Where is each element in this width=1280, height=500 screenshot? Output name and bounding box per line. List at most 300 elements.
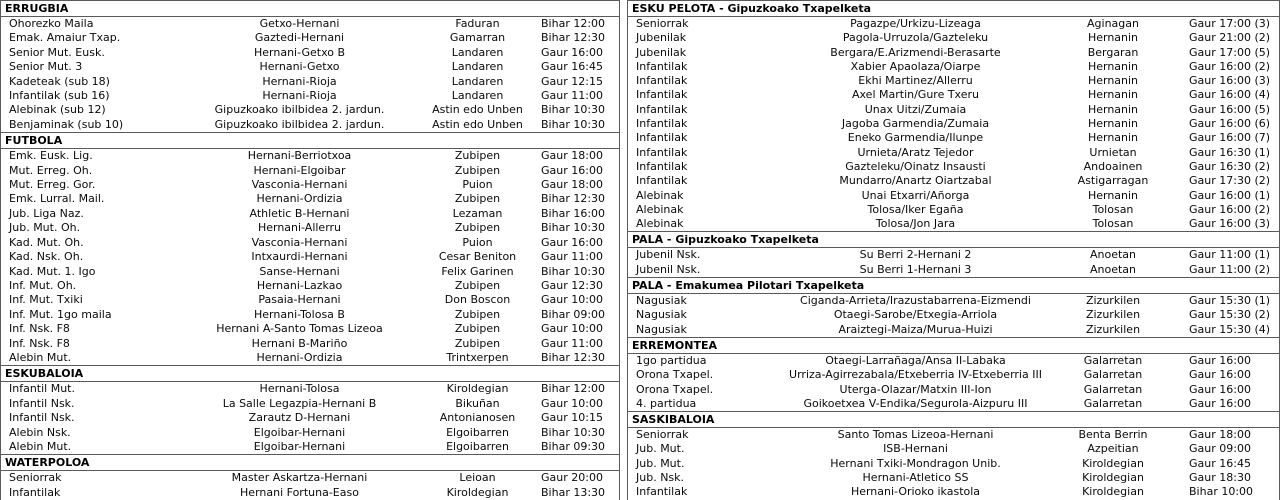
- cell-category: Nagusiak: [636, 294, 687, 308]
- cell-time: Gaur 10:15: [541, 411, 603, 425]
- cell-time: Gaur 16:30 (2): [1189, 159, 1271, 173]
- cell-match: Goikoetxea V-Endika/Segurola-Aizpuru III: [803, 396, 1028, 410]
- cell-match: Hernani-Getxo: [259, 60, 340, 74]
- cell-category: Jub. Mut. Oh.: [9, 221, 81, 235]
- cell-match: Hernani A-Santo Tomas Lizeoa: [216, 322, 383, 336]
- table-row: [628, 323, 1279, 337]
- cell-category: 1go partidua: [636, 353, 707, 367]
- cell-match: Pagola-Urruzola/Gazteleku: [842, 31, 989, 45]
- cell-time: Gaur 15:30 (4): [1189, 322, 1271, 336]
- cell-match: Jagoba Garmendia/Zumaia: [841, 117, 990, 131]
- table-row: [628, 203, 1279, 217]
- cell-venue: Felix Garinen: [441, 264, 514, 278]
- table-row: [1, 207, 619, 221]
- cell-category: Infantilak: [636, 159, 688, 173]
- cell-category: Orona Txapel.: [636, 368, 714, 382]
- cell-venue: Hernanin: [1087, 131, 1139, 145]
- cell-match: Xabier Apaolaza/Oiarpe: [850, 59, 981, 73]
- table-row: [1, 89, 619, 103]
- cell-venue: Galarretan: [1083, 382, 1143, 396]
- cell-match: Unax Uitzi/Zumaia: [864, 102, 967, 116]
- cell-match: Gazteleku/Oinatz Insausti: [845, 159, 986, 173]
- schedule-right-column: [627, 0, 1280, 500]
- cell-venue: Cesar Beniton: [438, 250, 517, 264]
- cell-match: Hernani Fortuna-Easo: [240, 485, 359, 499]
- section-header: FUTBOLA: [1, 132, 619, 149]
- table-row: [1, 221, 619, 235]
- cell-category: Emk. Lurral. Mail.: [9, 192, 105, 206]
- cell-category: 4. partidua: [636, 396, 697, 410]
- cell-category: Jubenil Nsk.: [636, 262, 701, 276]
- cell-venue: Hernanin: [1087, 188, 1139, 202]
- cell-time: Gaur 15:30 (2): [1189, 308, 1271, 322]
- cell-category: Infantil Nsk.: [9, 411, 75, 425]
- cell-match: Eneko Garmendia/Ilunpe: [847, 131, 984, 145]
- cell-time: Gaur 16:00: [1189, 382, 1251, 396]
- cell-category: Jubenil Nsk.: [636, 248, 701, 262]
- cell-match: Intxaurdi-Hernani: [251, 250, 348, 264]
- cell-venue: Zizurkilen: [1085, 322, 1141, 336]
- cell-category: Jubenilak: [636, 31, 687, 45]
- cell-category: Alebin Mut.: [9, 350, 72, 364]
- cell-venue: Elgoibarren: [446, 425, 509, 439]
- cell-venue: Anoetan: [1089, 262, 1137, 276]
- cell-match: Hernani-Elgoibar: [253, 163, 346, 177]
- table-row: [1, 411, 619, 425]
- cell-match: Su Berri 2-Hernani 2: [859, 248, 972, 262]
- cell-time: Gaur 17:00 (5): [1189, 45, 1271, 59]
- cell-category: Jubenilak: [636, 45, 687, 59]
- cell-venue: Zubipen: [454, 149, 501, 163]
- cell-time: Bihar 09:30: [541, 439, 606, 453]
- cell-category: Jub. Liga Naz.: [9, 206, 84, 220]
- cell-venue: Benta Berrin: [1078, 428, 1148, 442]
- cell-time: Gaur 18:00: [541, 178, 603, 192]
- table-row: [1, 397, 619, 411]
- table-row: [628, 428, 1279, 442]
- cell-time: Gaur 11:00: [541, 336, 603, 350]
- cell-match: Axel Martin/Gure Txeru: [851, 88, 979, 102]
- table-row: [1, 293, 619, 307]
- table-row: [1, 149, 619, 163]
- cell-match: Hernani B-Mariño: [251, 336, 348, 350]
- cell-venue: Aginagan: [1087, 17, 1139, 30]
- cell-venue: Zubipen: [454, 278, 501, 292]
- cell-time: Gaur 16:00 (6): [1189, 117, 1271, 131]
- cell-match: Tolosa/Jon Jara: [875, 217, 956, 231]
- table-row: [1, 192, 619, 206]
- cell-time: Bihar 13:30: [541, 485, 606, 499]
- cell-venue: Zubipen: [454, 221, 501, 235]
- cell-time: Gaur 16:00 (1): [1189, 188, 1271, 202]
- cell-match: Hernani Txiki-Mondragon Unib.: [830, 456, 1001, 470]
- cell-venue: Puion: [462, 178, 493, 192]
- table-row: [1, 337, 619, 351]
- table-row: [628, 17, 1279, 31]
- cell-category: Nagusiak: [636, 322, 687, 336]
- cell-time: Bihar 12:00: [541, 382, 606, 396]
- table-row: [1, 164, 619, 178]
- cell-match: Su Berri 1-Hernani 3: [859, 262, 972, 276]
- cell-venue: Kiroldegian: [1082, 456, 1144, 470]
- cell-venue: Hernanin: [1087, 117, 1139, 131]
- cell-venue: Galarretan: [1083, 368, 1143, 382]
- cell-time: Gaur 16:00 (7): [1189, 131, 1271, 145]
- cell-match: Master Askartza-Hernani: [231, 471, 368, 485]
- schedule-section: [1, 454, 619, 500]
- cell-category: Alebin Mut.: [9, 439, 72, 453]
- cell-category: Alebinak: [636, 202, 684, 216]
- cell-venue: Zizurkilen: [1085, 294, 1141, 308]
- cell-category: Nagusiak: [636, 308, 687, 322]
- cell-match: Unai Etxarri/Añorga: [861, 188, 970, 202]
- cell-time: Gaur 16:00 (4): [1189, 88, 1271, 102]
- cell-time: Gaur 12:30: [541, 278, 603, 292]
- section-header: ESKU PELOTA - Gipuzkoako Txapelketa: [628, 0, 1279, 17]
- cell-category: Infantilak: [636, 145, 688, 159]
- table-row: [628, 471, 1279, 485]
- schedule-section: [628, 411, 1279, 499]
- cell-match: Pasaia-Hernani: [258, 293, 341, 307]
- table-row: [1, 75, 619, 89]
- cell-time: Bihar 10:30: [541, 103, 606, 117]
- cell-category: Infantilak (sub 16): [9, 89, 110, 103]
- table-row: [1, 103, 619, 117]
- cell-time: Bihar 12:30: [541, 192, 606, 206]
- cell-match: Hernani-Ordizia: [256, 192, 343, 206]
- cell-match: Otaegi-Larrañaga/Ansa II-Labaka: [825, 353, 1006, 367]
- schedule-section: [1, 365, 619, 454]
- cell-venue: Antonianosen: [439, 411, 516, 425]
- table-row: [628, 46, 1279, 60]
- cell-venue: Bikuñan: [455, 396, 500, 410]
- cell-time: Bihar 10:00: [1189, 485, 1254, 499]
- cell-venue: Zubipen: [454, 192, 501, 206]
- cell-time: Bihar 10:30: [541, 117, 606, 131]
- cell-match: Gipuzkoako ibilbidea 2. jardun.: [214, 103, 385, 117]
- table-row: [628, 457, 1279, 471]
- cell-venue: Landaren: [451, 45, 504, 59]
- cell-match: ISB-Hernani: [883, 442, 948, 456]
- cell-time: Gaur 16:00: [541, 45, 603, 59]
- cell-match: Santo Tomas Lizeoa-Hernani: [837, 428, 994, 442]
- cell-venue: Hernanin: [1087, 74, 1139, 88]
- cell-venue: Galarretan: [1083, 353, 1143, 367]
- cell-match: Hernani-Atletico SS: [862, 471, 969, 485]
- cell-venue: Bergaran: [1087, 45, 1139, 59]
- cell-category: Infantil Nsk.: [9, 396, 75, 410]
- cell-venue: Astin edo Unben: [432, 117, 523, 131]
- cell-venue: Hernanin: [1087, 102, 1139, 116]
- cell-category: Infantilak: [636, 131, 688, 145]
- table-row: [628, 397, 1279, 411]
- cell-match: Hernani-Ordizia: [256, 350, 343, 364]
- table-row: [628, 117, 1279, 131]
- cell-venue: Hernanin: [1087, 88, 1139, 102]
- cell-category: Infantil Mut.: [9, 382, 75, 396]
- cell-match: Zarautz D-Hernani: [248, 411, 351, 425]
- cell-time: Bihar 10:30: [541, 425, 606, 439]
- cell-time: Gaur 18:30: [1189, 471, 1251, 485]
- cell-time: Gaur 21:00 (2): [1189, 31, 1271, 45]
- cell-category: Orona Txapel.: [636, 382, 714, 396]
- table-row: [1, 308, 619, 322]
- cell-match: Hernani-Lazkao: [256, 278, 343, 292]
- cell-time: Bihar 12:30: [541, 31, 606, 45]
- table-row: [628, 308, 1279, 322]
- cell-venue: Landaren: [451, 60, 504, 74]
- cell-match: Hernani-Berriotxoa: [247, 149, 352, 163]
- cell-venue: Landaren: [451, 74, 504, 88]
- cell-venue: Andoainen: [1083, 159, 1143, 173]
- table-row: [1, 440, 619, 454]
- schedule-section: [1, 0, 619, 132]
- cell-venue: Hernanin: [1087, 59, 1139, 73]
- cell-category: Emk. Eusk. Lig.: [9, 149, 93, 163]
- table-row: [1, 382, 619, 396]
- table-row: [628, 217, 1279, 231]
- cell-venue: Kiroldegian: [1082, 485, 1144, 499]
- cell-category: Benjaminak (sub 10): [9, 117, 124, 131]
- cell-category: Senior Mut. 3: [9, 60, 83, 74]
- cell-match: Otaegi-Sarobe/Etxegia-Arriola: [833, 308, 998, 322]
- cell-time: Gaur 16:00 (5): [1189, 102, 1271, 116]
- section-header: ERREMONTEA: [628, 337, 1279, 354]
- cell-time: Gaur 16:30 (1): [1189, 145, 1271, 159]
- cell-time: Gaur 10:00: [541, 396, 603, 410]
- cell-time: Gaur 20:00: [541, 471, 603, 485]
- table-row: [1, 265, 619, 279]
- cell-category: Infantilak: [636, 485, 688, 499]
- cell-venue: Anoetan: [1089, 248, 1137, 262]
- cell-category: Kadeteak (sub 18): [9, 74, 110, 88]
- cell-category: Jub. Nsk.: [636, 471, 685, 485]
- cell-time: Gaur 16:00 (3): [1189, 74, 1271, 88]
- table-row: [628, 88, 1279, 102]
- cell-venue: Trintxerpen: [446, 350, 509, 364]
- table-row: [1, 46, 619, 60]
- cell-category: Alebinak: [636, 217, 684, 231]
- table-row: [628, 485, 1279, 499]
- cell-venue: Zubipen: [454, 336, 501, 350]
- cell-match: La Salle Legazpia-Hernani B: [222, 396, 377, 410]
- cell-match: Mundarro/Anartz Oiartzabal: [839, 174, 992, 188]
- cell-time: Gaur 16:45: [1189, 456, 1251, 470]
- cell-venue: Kiroldegian: [1082, 471, 1144, 485]
- table-row: [628, 103, 1279, 117]
- cell-time: Gaur 09:00: [1189, 442, 1251, 456]
- cell-venue: Galarretan: [1083, 396, 1143, 410]
- cell-category: Infantilak: [636, 117, 688, 131]
- cell-category: Kad. Nsk. Oh.: [9, 250, 84, 264]
- cell-venue: Hernanin: [1087, 31, 1139, 45]
- section-header: SASKIBALOIA: [628, 411, 1279, 428]
- cell-venue: Zubipen: [454, 163, 501, 177]
- table-row: [628, 160, 1279, 174]
- cell-time: Bihar 09:00: [541, 307, 606, 321]
- cell-match: Hernani-Tolosa B: [254, 307, 345, 321]
- table-row: [628, 146, 1279, 160]
- cell-match: Vasconia-Hernani: [251, 178, 348, 192]
- cell-venue: Zubipen: [454, 307, 501, 321]
- cell-category: Inf. Mut. Txiki: [9, 293, 83, 307]
- cell-match: Gipuzkoako ibilbidea 2. jardun.: [214, 117, 385, 131]
- cell-category: Ohorezko Maila: [9, 17, 94, 30]
- cell-category: Infantilak: [636, 102, 688, 116]
- cell-category: Infantilak: [636, 88, 688, 102]
- cell-category: Emak. Amaiur Txap.: [9, 31, 121, 45]
- cell-time: Gaur 12:15: [541, 74, 603, 88]
- cell-match: Getxo-Hernani: [259, 17, 340, 30]
- table-row: [628, 263, 1279, 277]
- table-row: [1, 178, 619, 192]
- cell-match: Ekhi Martinez/Allerru: [858, 74, 973, 88]
- cell-time: Bihar 10:30: [541, 264, 606, 278]
- cell-category: Kad. Mut. 1. Igo: [9, 264, 96, 278]
- cell-time: Gaur 16:00 (2): [1189, 202, 1271, 216]
- cell-category: Inf. Mut. 1go maila: [9, 307, 112, 321]
- table-row: [1, 17, 619, 31]
- cell-category: Mut. Erreg. Oh.: [9, 163, 93, 177]
- cell-category: Alebinak: [636, 188, 684, 202]
- cell-category: Infantilak: [9, 485, 61, 499]
- cell-match: Sanse-Hernani: [259, 264, 340, 278]
- cell-match: Pagazpe/Urkizu-Lizeaga: [850, 17, 981, 30]
- cell-venue: Kiroldegian: [446, 485, 509, 499]
- table-row: [628, 131, 1279, 145]
- cell-venue: Gamarran: [449, 31, 506, 45]
- cell-time: Gaur 16:00 (2): [1189, 59, 1271, 73]
- cell-time: Gaur 16:00 (3): [1189, 217, 1271, 231]
- section-header: PALA - Emakumea Pilotari Txapelketa: [628, 277, 1279, 294]
- cell-category: Infantilak: [636, 174, 688, 188]
- cell-venue: Faduran: [455, 17, 500, 30]
- schedule-section: [628, 231, 1279, 277]
- cell-match: Ciganda-Arrieta/Irazustabarrena-Eizmendi: [800, 294, 1031, 308]
- cell-time: Bihar 10:30: [541, 221, 606, 235]
- section-header: ESKUBALOIA: [1, 365, 619, 382]
- cell-match: Vasconia-Hernani: [251, 235, 348, 249]
- cell-time: Gaur 11:00: [541, 89, 603, 103]
- cell-time: Gaur 16:00: [1189, 368, 1251, 382]
- table-row: [628, 368, 1279, 382]
- cell-time: Gaur 11:00 (2): [1189, 262, 1271, 276]
- table-row: [1, 351, 619, 365]
- cell-venue: Landaren: [451, 89, 504, 103]
- cell-time: Gaur 16:45: [541, 60, 603, 74]
- table-row: [1, 118, 619, 132]
- cell-time: Bihar 12:00: [541, 17, 606, 30]
- cell-category: Seniorrak: [9, 471, 62, 485]
- schedule-section: [628, 337, 1279, 411]
- cell-time: Gaur 16:00: [541, 163, 603, 177]
- cell-match: Hernani-Getxo B: [253, 45, 346, 59]
- cell-venue: Lezaman: [452, 206, 503, 220]
- cell-time: Gaur 18:00: [541, 149, 603, 163]
- cell-match: Bergara/E.Arizmendi-Berasarte: [830, 45, 1001, 59]
- cell-venue: Elgoibarren: [446, 439, 509, 453]
- section-header: WATERPOLOA: [1, 454, 619, 471]
- cell-time: Gaur 15:30 (1): [1189, 294, 1271, 308]
- cell-match: Araiztegi-Maiza/Murua-Huizi: [838, 322, 993, 336]
- table-row: [628, 248, 1279, 262]
- cell-time: Gaur 10:00: [541, 322, 603, 336]
- cell-category: Jub. Mut.: [636, 456, 685, 470]
- table-row: [1, 322, 619, 336]
- cell-venue: Leioan: [459, 471, 496, 485]
- cell-category: Senior Mut. Eusk.: [9, 45, 105, 59]
- table-row: [628, 354, 1279, 368]
- schedule-section: [628, 0, 1279, 231]
- cell-venue: Zubipen: [454, 322, 501, 336]
- table-row: [628, 294, 1279, 308]
- cell-category: Alebin Nsk.: [9, 425, 71, 439]
- section-header: PALA - Gipuzkoako Txapelketa: [628, 231, 1279, 248]
- cell-venue: Don Boscon: [444, 293, 511, 307]
- cell-match: Athletic B-Hernani: [249, 206, 350, 220]
- cell-match: Gaztedi-Hernani: [254, 31, 345, 45]
- cell-time: Gaur 16:00: [1189, 353, 1251, 367]
- cell-time: Gaur 16:00: [1189, 396, 1251, 410]
- cell-venue: Puion: [462, 235, 493, 249]
- cell-match: Uterga-Olazar/Matxin III-Ion: [839, 382, 992, 396]
- cell-time: Gaur 11:00: [541, 250, 603, 264]
- cell-category: Alebinak (sub 12): [9, 103, 106, 117]
- cell-venue: Astigarragan: [1077, 174, 1149, 188]
- table-row: [1, 279, 619, 293]
- cell-match: Hernani-Orioko ikastola: [850, 485, 981, 499]
- cell-category: Seniorrak: [636, 428, 689, 442]
- cell-time: Bihar 12:30: [541, 350, 606, 364]
- cell-venue: Azpeitian: [1087, 442, 1139, 456]
- table-row: [628, 174, 1279, 188]
- table-row: [1, 60, 619, 74]
- table-row: [628, 60, 1279, 74]
- cell-time: Gaur 18:00: [1189, 428, 1251, 442]
- cell-venue: Zizurkilen: [1085, 308, 1141, 322]
- table-row: [628, 189, 1279, 203]
- cell-match: Tolosa/Iker Egaña: [867, 202, 964, 216]
- cell-match: Hernani-Tolosa: [259, 382, 340, 396]
- cell-match: Urnieta/Aratz Tejedor: [857, 145, 974, 159]
- cell-venue: Kiroldegian: [446, 382, 509, 396]
- table-row: [1, 31, 619, 45]
- table-row: [628, 31, 1279, 45]
- table-row: [1, 426, 619, 440]
- table-row: [628, 74, 1279, 88]
- cell-time: Gaur 16:00: [541, 235, 603, 249]
- cell-category: Inf. Nsk. F8: [9, 322, 70, 336]
- cell-venue: Astin edo Unben: [432, 103, 523, 117]
- section-header: ERRUGBIA: [1, 0, 619, 17]
- cell-category: Inf. Nsk. F8: [9, 336, 70, 350]
- table-row: [628, 383, 1279, 397]
- cell-category: Jub. Mut.: [636, 442, 685, 456]
- table-row: [628, 442, 1279, 456]
- cell-time: Gaur 10:00: [541, 293, 603, 307]
- cell-category: Inf. Mut. Oh.: [9, 278, 77, 292]
- cell-match: Hernani-Rioja: [262, 89, 337, 103]
- table-row: [1, 486, 619, 500]
- cell-venue: Urnietan: [1089, 145, 1137, 159]
- cell-category: Kad. Mut. Oh.: [9, 235, 84, 249]
- cell-match: Elgoibar-Hernani: [253, 425, 346, 439]
- cell-time: Bihar 16:00: [541, 206, 606, 220]
- cell-time: Gaur 17:30 (2): [1189, 174, 1271, 188]
- cell-time: Gaur 11:00 (1): [1189, 248, 1271, 262]
- cell-venue: Tolosan: [1092, 202, 1134, 216]
- cell-category: Seniorrak: [636, 17, 689, 30]
